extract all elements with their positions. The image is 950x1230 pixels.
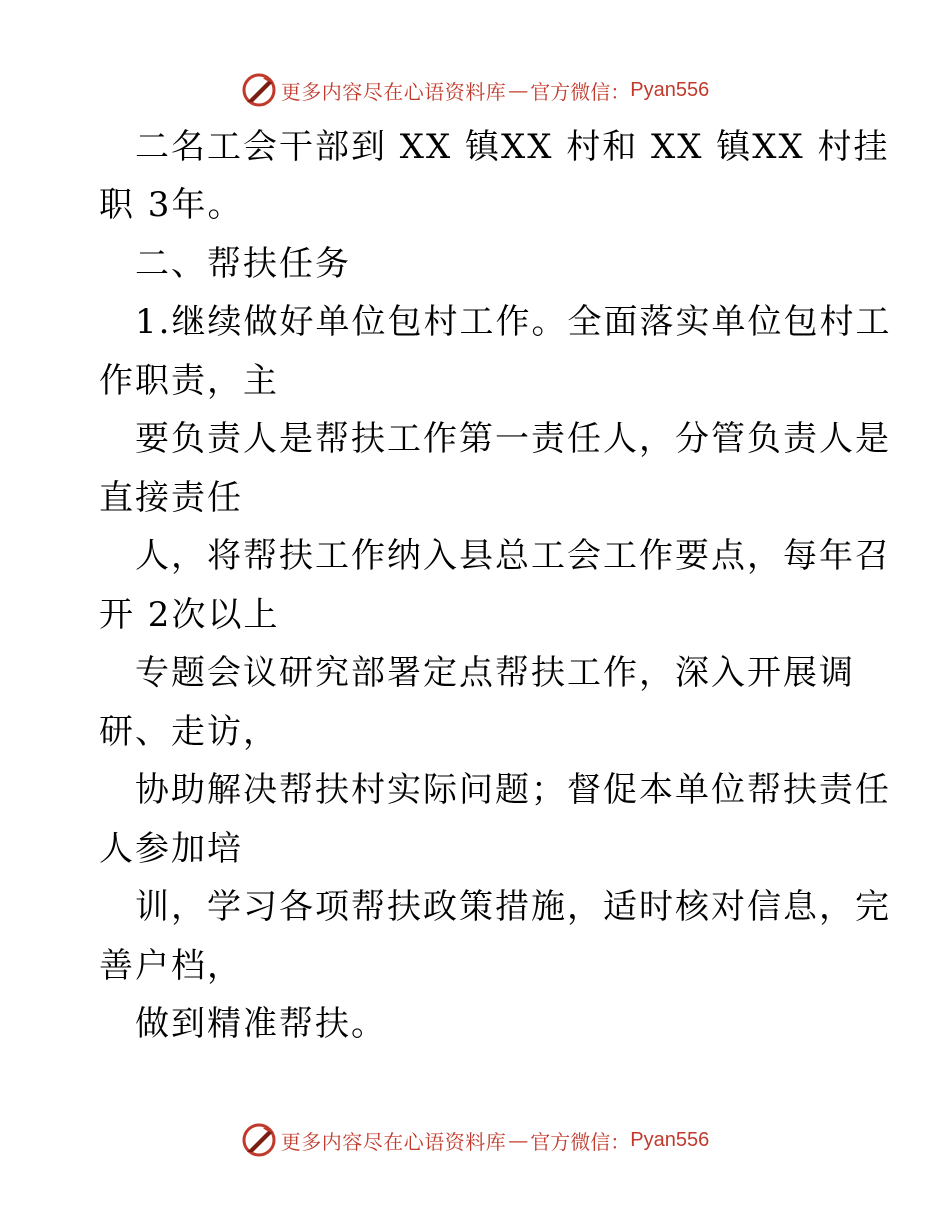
quill-pen-logo-icon xyxy=(241,1122,277,1158)
text-line: 1.继续做好单位包村工作。全面落实单位包村工 xyxy=(135,302,892,342)
text-line: 作职责，主 xyxy=(99,361,279,401)
text-line: 协助解决帮扶村实际问题；督促本单位帮扶责任 xyxy=(135,770,891,810)
watermark-wechat-label: 官方微信： xyxy=(530,79,631,104)
header-watermark xyxy=(0,70,950,110)
watermark-handle: Pyan556 xyxy=(630,1128,710,1151)
text-line: 职 3年。 xyxy=(99,185,244,225)
text-line: 人参加培 xyxy=(99,829,243,869)
text-line: 直接责任 xyxy=(99,478,243,518)
text-line: 人，将帮扶工作纳入县总工会工作要点，每年召 xyxy=(135,536,891,576)
watermark-handle: Pyan556 xyxy=(630,78,710,101)
text-line: 二名工会干部到 XX 镇XX 村和 XX 镇XX 村挂 xyxy=(135,127,890,167)
text-line: 研、走访， xyxy=(99,712,279,752)
quill-pen-logo-icon xyxy=(241,72,277,108)
footer-watermark xyxy=(0,1120,950,1160)
watermark-separator: — xyxy=(508,1128,529,1152)
watermark-separator: — xyxy=(508,78,529,102)
watermark-brand: 更多内容尽在心语资料库 xyxy=(280,79,507,104)
text-line: 善户档， xyxy=(99,946,243,986)
text-line: 开 2次以上 xyxy=(99,595,280,635)
section-heading: 二、帮扶任务 xyxy=(135,244,351,284)
text-line: 训，学习各项帮扶政策措施，适时核对信息，完 xyxy=(135,887,891,927)
watermark-brand: 更多内容尽在心语资料库 xyxy=(280,1129,507,1154)
text-line: 做到精准帮扶。 xyxy=(135,1004,387,1044)
text-line: 专题会议研究部署定点帮扶工作，深入开展调 xyxy=(135,653,855,693)
watermark-wechat-label: 官方微信： xyxy=(530,1129,631,1154)
text-line: 要负责人是帮扶工作第一责任人，分管负责人是 xyxy=(135,419,891,459)
